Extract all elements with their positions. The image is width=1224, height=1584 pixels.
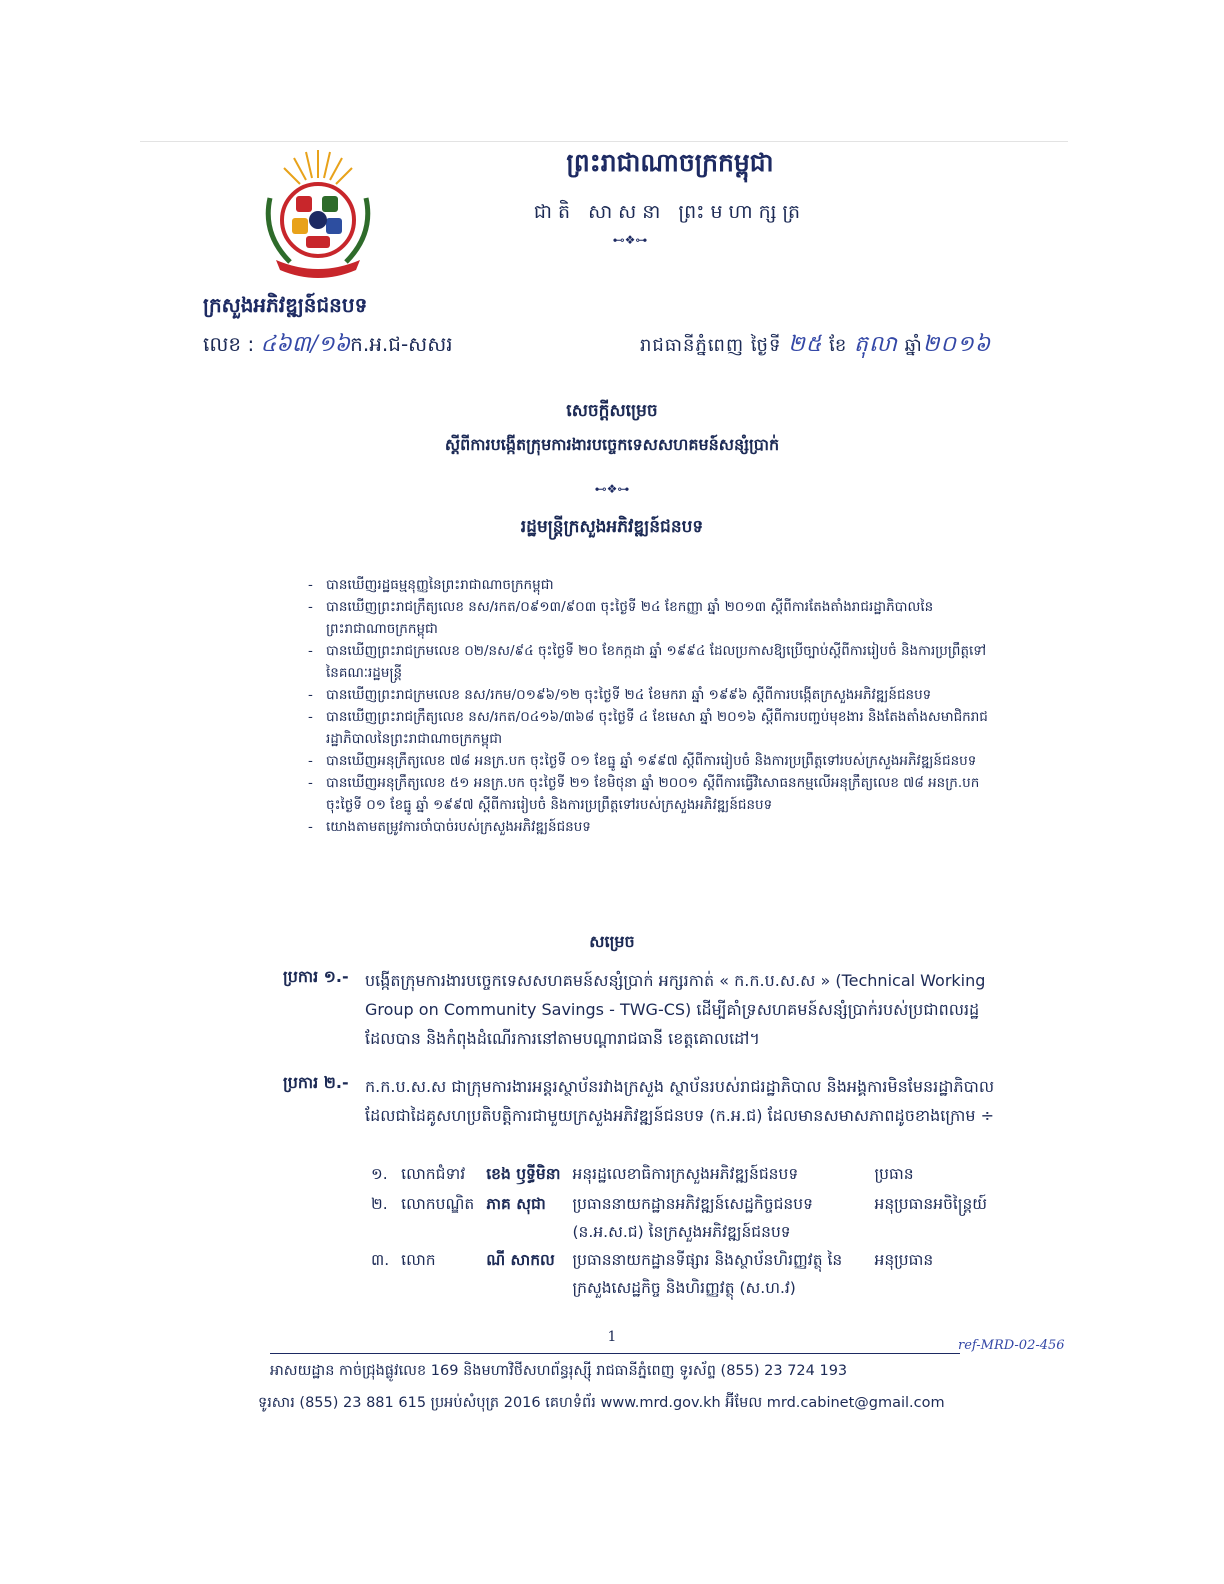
member-name: ភាគ សុជា [486,1195,546,1213]
member-role: អនុប្រធានអចិន្ត្រៃយ៍ [874,1195,988,1213]
reference-item: - យោងតាមតម្រូវការចាំបាច់របស់ក្រសួងអភិវឌ្ឍន៍ជនបទ [304,816,994,838]
table-row [365,1160,993,1190]
date-day: ២៥ [788,332,823,357]
reference-item: - បានឃើញព្រះរាជក្រឹត្យលេខ នស/រកត/០៩១៣/៩០៣ ចុះថ្ងៃទី ២៤ ខែកញ្ញា ឆ្នាំ ២០១៣ ស្តីពីការតែងតាំងរាជរដ្ឋាភិបាលនៃព្រះរាជាណាចក្រកម្ពុជា [304,596,994,640]
member-role: អនុប្រធាន [874,1251,934,1269]
member-role: ប្រធាន [874,1165,914,1183]
member-name: ណី សាកល [486,1251,555,1269]
member-position: អនុរដ្ឋលេខាធិការក្រសួងអភិវឌ្ឍន៍ជនបទ [572,1165,799,1183]
article-1-label: ប្រការ ១.- [283,967,349,986]
article-2-text: ក.ក.ប.ស.ស ជាក្រុមការងារអន្តរស្ថាប័នរវាងក្រសួង ស្ថាប័នរបស់រាជរដ្ឋាភិបាល និងអង្គការមិនមែនរដ្ឋាភិបាលដែលជាដៃគូសហប្រតិបត្តិការជាមួយក្រសួងអភិវឌ្ឍន៍ជនបទ (ក.អ.ជ) ដែលមានសមាសភាពដូចខាងក្រោម ÷ [365,1077,995,1125]
ministry-name: ក្រសួងអភិវឌ្ឍន៍ជនបទ [203,293,368,317]
member-position: ប្រធាននាយកដ្ឋានអភិវឌ្ឍន៍សេដ្ឋកិច្ចជនបទ (ន.អ.ស.ជ) នៃក្រសួងអភិវឌ្ឍន៍ជនបទ [572,1195,813,1241]
ref-suffix: ក.អ.ជ-សសរ [350,332,453,356]
reference-item: - បានឃើញរដ្ឋធម្មនុញ្ញនៃព្រះរាជាណាចក្រកម្ពុជា [304,574,994,596]
date-month-label: ខែ [829,335,848,356]
date-month: តុលា [853,332,898,357]
member-no: ២. [371,1195,388,1213]
ornament-divider: ⊷❖⊶ [612,233,648,247]
table-row [365,1190,993,1246]
reference-item: - បានឃើញអនុក្រឹត្យលេខ ៥១ អនក្រ.បក ចុះថ្ងៃទី ២១ ខែមិថុនា ឆ្នាំ ២០០១ ស្តីពីការធ្វើវិសោធនកម្មលើអនុក្រឹត្យលេខ ៧៨ អនក្រ.បក ចុះថ្ងៃទី ០១ ខែធ្នូ ឆ្នាំ ១៩៩៧ ស្តីពីការរៀបចំ និងការប្រព្រឹត្តទៅរបស់ក្រសួងអភិវឌ្ឍន៍ជនបទ [304,772,994,816]
member-name: ខេង ឫទ្ធីមិនា [486,1165,561,1183]
reference-number [203,330,453,362]
member-no: ១. [371,1165,388,1183]
table-row [365,1246,993,1302]
ministry-seal-logo [256,138,380,286]
date-place: រាជធានីភ្នំពេញ ថ្ងៃទី [640,335,782,356]
reference-item: - បានឃើញព្រះរាជក្រមលេខ នស/រកម/០១៩៦/១២ ចុះថ្ងៃទី ២៤ ខែមករា ឆ្នាំ ១៩៩៦ ស្តីពីការបង្កើតក្រសួងអភិវឌ្ឍន៍ជនបទ [304,684,994,706]
member-title: លោក [401,1251,436,1269]
document-title: សេចក្តីសម្រេច [566,401,658,421]
page-number: 1 [607,1329,617,1345]
handwritten-footer-note: ref-MRD-02-456 [958,1338,1065,1353]
footer-address: អាសយដ្ឋាន កាច់ជ្រុងផ្លូវលេខ 169 និងមហាវិថីសហព័ន្ធរុស្ស៊ី រាជធានីភ្នំពេញ ទូរស័ព្ទ (855) 23 724 193 [270,1363,848,1379]
footer-contact: ទូរសារ (855) 23 881 615 ប្រអប់សំបុត្រ 2016 គេហទំព័រ www.mrd.gov.kh អ៊ីមែល mrd.cabinet@gmail.com [258,1395,945,1411]
date-line [640,330,991,362]
national-motto: ជាតិ សាសនា ព្រះមហាក្សត្រ [533,201,807,223]
footer-divider [270,1353,960,1354]
legal-references [304,574,994,838]
date-year: ២០១៦ [922,332,992,357]
ornament-divider-2: ⊷❖⊶ [594,482,630,496]
reference-item: - បានឃើញព្រះរាជក្រមលេខ ០២/នស/៩៤ ចុះថ្ងៃទី ២០ ខែកក្កដា ឆ្នាំ ១៩៩៤ ដែលប្រកាសឱ្យប្រើច្បាប់ស្តីពីការរៀបចំ និងការប្រព្រឹត្តទៅនៃគណៈរដ្ឋមន្ត្រី [304,640,994,684]
member-position: ប្រធាននាយកដ្ឋានទីផ្សារ និងស្ថាប័នហិរញ្ញវត្ថុ នៃក្រសួងសេដ្ឋកិច្ច និងហិរញ្ញវត្ថុ (ស.ហ.វ) [572,1251,843,1297]
document-subject: ស្តីពីការបង្កើតក្រុមការងារបច្ចេកទេសសហគមន៍សន្សំប្រាក់ [444,435,780,454]
ref-label: លេខ : [203,332,255,356]
ref-number-handwritten: ៤៦៣/១៦ [260,332,351,357]
reference-item: - បានឃើញព្រះរាជក្រឹត្យលេខ នស/រកត/០៤១៦/៣៦៨ ចុះថ្ងៃទី ៤ ខែមេសា ឆ្នាំ ២០១៦ ស្តីពីការបញ្ចប់មុខងារ និងតែងតាំងសមាជិករាជរដ្ឋាភិបាលនៃព្រះរាជាណាចក្រកម្ពុជា [304,706,994,750]
decides-heading: សម្រេច [589,932,635,951]
member-title: លោកជំទាវ [401,1165,466,1183]
article-1-text: បង្កើតក្រុមការងារបច្ចេកទេសសហគមន៍សន្សំប្រាក់ អក្សរកាត់ « ក.ក.ប.ស.ស » (Technical Working Group on Community Savings - TWG-CS) ដើម្បីគាំទ្រសហគមន៍សន្សំប្រាក់របស់ប្រជាពលរដ្ឋដែលបាន និងកំពុងដំណើរការនៅតាមបណ្តារាជធានី ខេត្តគោលដៅ។ [365,971,986,1048]
member-no: ៣. [371,1251,390,1269]
date-year-label: ឆ្នាំ [904,335,923,356]
member-title: លោកបណ្ឌិត [401,1195,475,1213]
reference-item: - បានឃើញអនុក្រឹត្យលេខ ៧៨ អនក្រ.បក ចុះថ្ងៃទី ០១ ខែធ្នូ ឆ្នាំ ១៩៩៧ ស្តីពីការរៀបចំ និងការប្រព្រឹត្តទៅរបស់ក្រសួងអភិវឌ្ឍន៍ជនបទ [304,750,994,772]
minister-heading: រដ្ឋមន្ត្រីក្រសួងអភិវឌ្ឍន៍ជនបទ [520,517,704,537]
kingdom-heading: ព្រះរាជាណាចក្រកម្ពុជា [566,148,774,177]
article-2-label: ប្រការ ២.- [283,1073,349,1092]
members-table [365,1160,993,1302]
